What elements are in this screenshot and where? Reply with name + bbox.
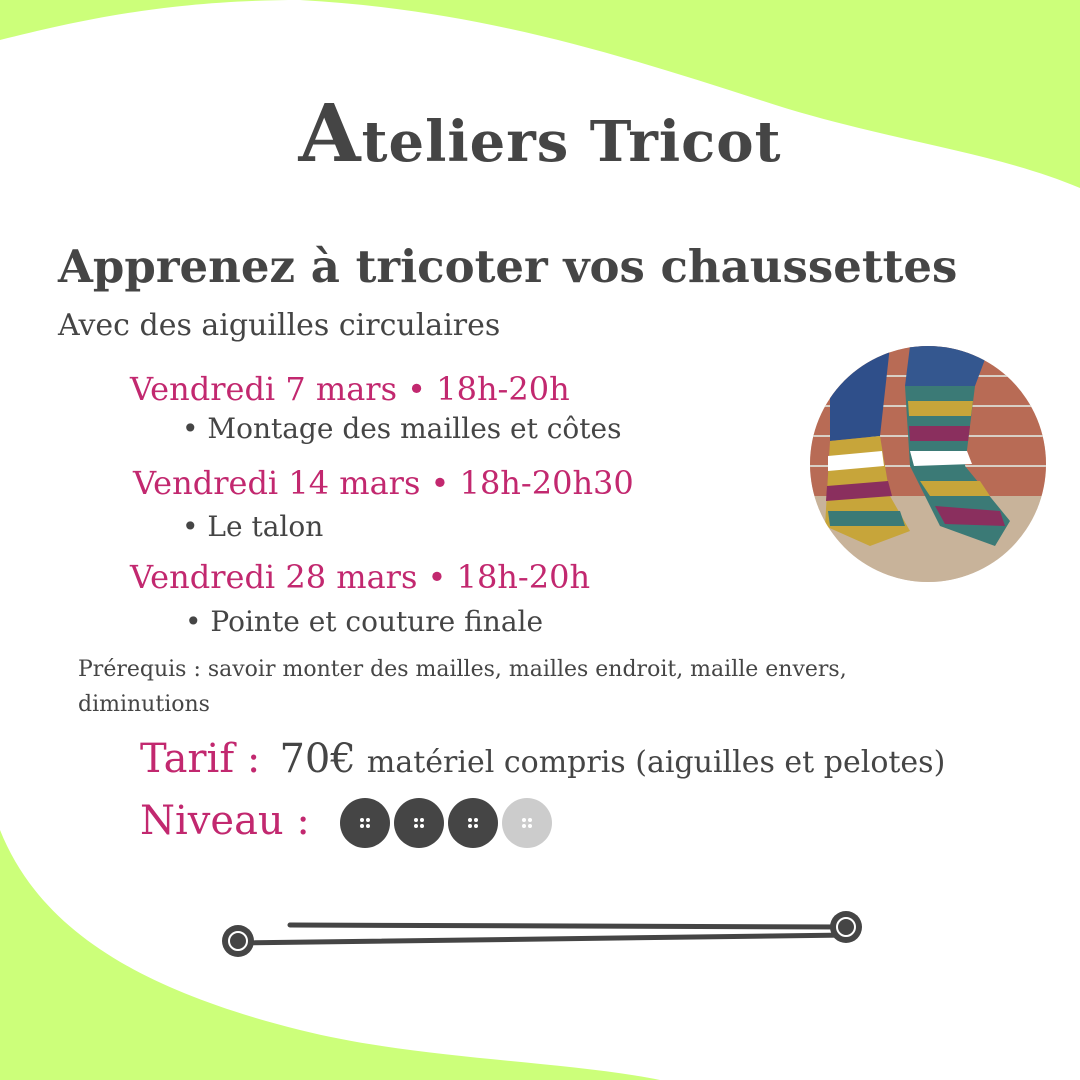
session-3-topic: • Pointe et couture finale [185,605,544,638]
session-2-date: Vendredi 14 mars • 18h-20h30 [133,464,634,502]
level-button-icon [502,798,552,848]
level-indicator [340,798,552,848]
level-label: Niveau : [140,798,310,844]
session-3-date: Vendredi 28 mars • 18h-20h [130,558,591,596]
session-2-topic: • Le talon [182,510,324,543]
title-rest: teliers Tricot [361,109,782,175]
price-note: matériel compris (aiguilles et pelotes) [366,745,946,780]
knitted-socks-photo [810,346,1046,582]
workshop-subheading: Avec des aiguilles circulaires [58,308,501,343]
price-row [140,736,945,782]
page-title [0,86,1080,180]
prerequisites-text: Prérequis : savoir monter des mailles, mailles endroit, maille envers, diminutions [78,657,847,717]
level-button-icon [394,798,444,848]
knitting-needles-icon [210,895,880,965]
title-initial: A [298,86,362,180]
price-value: 70€ [279,736,356,782]
level-button-icon [448,798,498,848]
price-label: Tarif : [140,736,261,782]
session-1-topic: • Montage des mailles et côtes [182,412,622,445]
level-button-icon [340,798,390,848]
session-1-date: Vendredi 7 mars • 18h-20h [130,370,570,408]
workshop-heading: Apprenez à tricoter vos chaussettes [58,240,958,293]
